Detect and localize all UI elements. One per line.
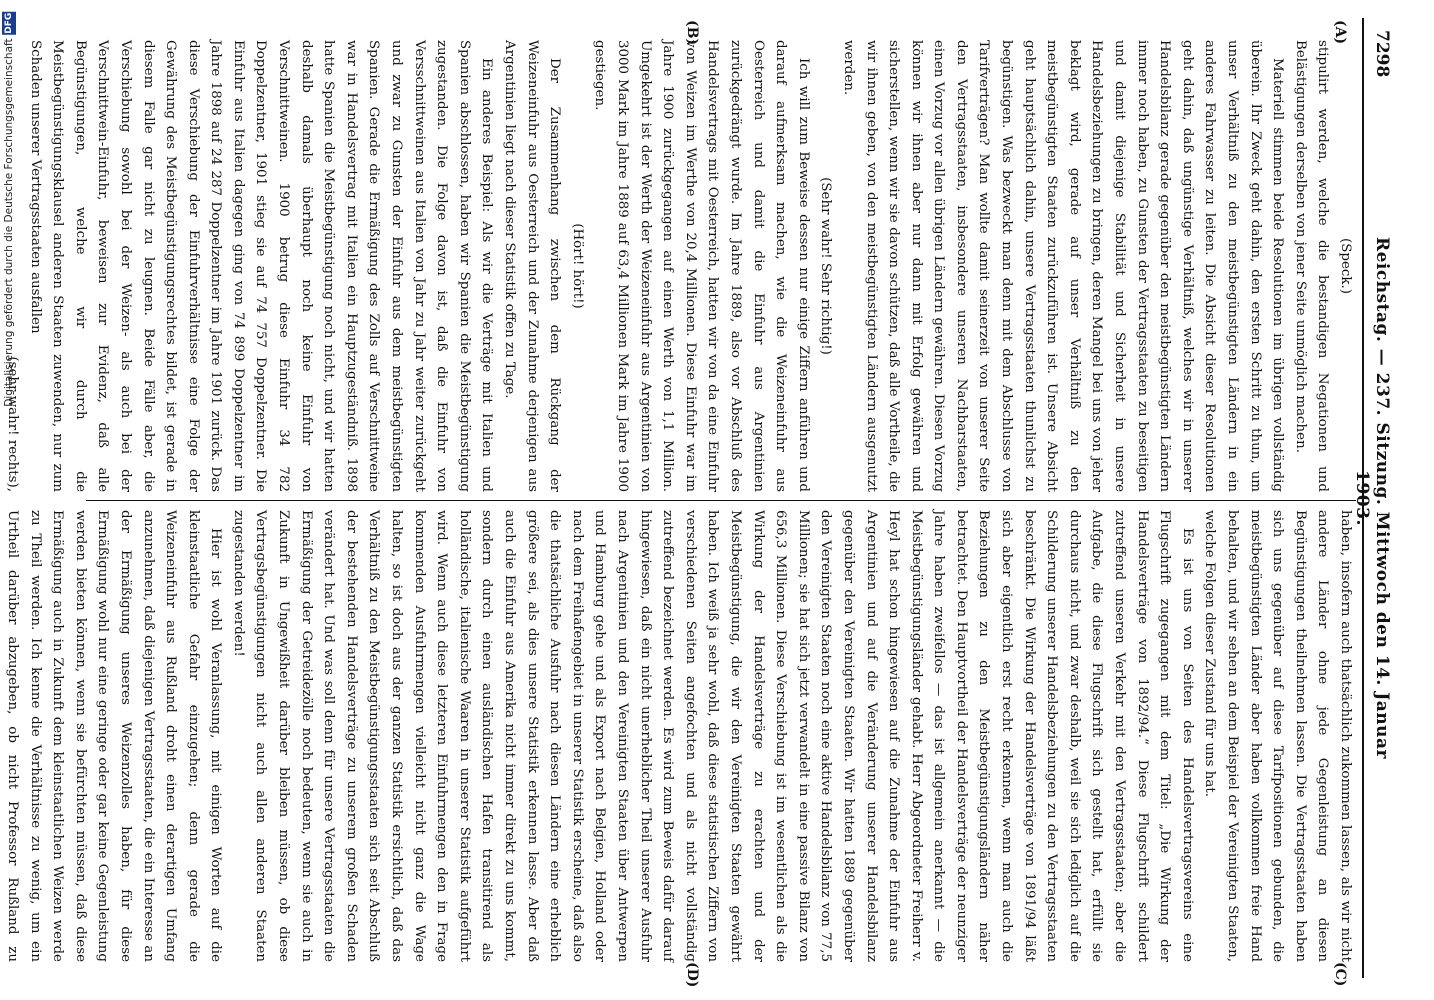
paragraph: Materiell stimmen beide Resolutionen im übrigen vollständig überein. Ihr Zweck geht dahin, den ersten Schritt zu thun, um unser Verhältniß zu den meistbegünstigten Ländern in ein anderes Fahrwasser zu leiten. Die Absicht dieser Resolutionen geht dahin, daß ungünstige Verhältniß, welches wir in unserer Handelsbilanz gerade gegenüber den meistbegünstigten Ländern immer noch haben, zu Gunsten der Vertragsstaaten zu beseitigen und damit diejenige Stabilität und Sicherheit in unsere Handelsbeziehungen zu bringen, deren Mangel bei uns von jeher beklagt wird, gerade auf unser Verhältniß zu den meistbegünstigten Staaten zurückzuführen ist. Unsere Absicht geht hauptsächlich dahin, unsere Vertragsstaaten thunlichst zu begünstigen. Was bezweckt man denn mit dem Abschlusse von Tarifverträgen? Man wollte damit seinerzeit von unserer Seite den Vertragsstaaten, insbesondere unseren Nachbarstaaten, einen Vorzug vor allen übrigen Ländern gewähren. Diesen Vorzug können wir ihnen aber nur dann mit Erfolg gewähren und sicherstellen, wenn wir sie davon schützen, daß alle Vortheile, die wir ihnen geben, von den meistbegünstigten Ländern ausgenutzt werden.	[840, 40, 1286, 492]
dfg-logo: DFG	[4, 13, 14, 35]
paragraph: Der Zusammenhang zwischen dem Rückgang der Weizeneinfuhr aus Oesterreich und der Zunahme derjenigen aus Argentinien liegt nach dieser Statistik offen zu Tage.	[502, 40, 563, 492]
paragraph: stipulirt werden, welche die bestandigen Negationen und Belästigungen derselben von jener Seite unmöglich machen.	[1292, 40, 1331, 492]
margin-marker-d: (D)	[684, 962, 700, 988]
paragraph: Ich will zum Beweise dessen nur einige Ziffern anführen und darauf aufmerksam machen, wie die Weizeneinfuhr aus Oesterreich und damit die Einfuhr aus Argentinien zurückgedrängt wurde. Im Jahre 1889, also vor Abschluß des Handelsvertrags mit Oesterreich, hatten wir von da eine Einfuhr von Weizen im Werthe von 20,4 Millionen. Diese Einfuhr war im Jahre 1900 zurückgegangen auf einen Werth von 1,1 Million. Umgekehrt ist der Werth der Weizeneinfuhr aus Argentinien von 3000 Mark im Jahre 1889 auf 63,4 Millionen Mark im Jahre 1900 gestiegen.	[592, 40, 811, 492]
credit-text: Digitalisierung gefördert durch die Deutsche Forschungsgemeinschaft	[3, 38, 15, 407]
margin-marker-a: (A)	[1332, 20, 1348, 45]
column-divider	[86, 500, 1356, 501]
interjection: (Hört! hört!)	[569, 223, 585, 309]
paragraph: Hier ist wohl Veranlassung, mit einigen Worten auf die kleinstaatliche Gefahr einzugehen; denn gerade die Weizeneinfuhr aus Rußland droht einen derartigen Umfang anzunehmen, daß diejenigen Vertragsstaaten, die ein Interesse an der Ermäßigung unseres Weizenzolles haben, für diese Ermäßigung wohl nur eine geringe oder gar keine Gegenleistung werden bieten können, wenn sie befürchten müssen, daß diese Ermäßigung auch in Zukunft dem kleinstaatlichen Weizen werde zu Theil werden. Ich kenne die Verhältnisse zu wenig, um ein Urtheil darüber abzugeben, ob nicht Professor Rußland zu	[4, 510, 224, 962]
interjection: (sehr wahr! rechts),	[4, 356, 20, 492]
speaker-name: (Speck.)	[1338, 238, 1353, 294]
right-column	[4, 510, 1356, 962]
page-header	[1352, 18, 1400, 978]
margin-marker-b: (B)	[684, 20, 700, 46]
page-number: 7298	[1372, 30, 1392, 78]
paragraph: haben, insofern auch thatsächlich zukommen lassen, als wir nicht andere Länder ohne jede Gegenleistung an diesen Begünstigungen theilnehmen lassen. Die Vertragsstaaten haben sich uns gegenüber auf diese Tarifpositionen gebunden, die meistbegünstigten Länder aber haben vollkommen freie Hand behalten, und wir sehen an dem Beispiel der Vereinigten Staaten, welche Folgen dieser Zustand für uns hat.	[1202, 510, 1353, 962]
paragraph: Es ist uns von Seiten des Handelsvertragsvereins eine Flugschrift zugegangen mit dem Titel: „Die Wirkung der Handelsverträge von 1892/94.“ Diese Flugschrift schildert zutreffend unseren Verkehr mit den Vertragsstaaten; aber die Aufgabe, die diese Flugschrift sich gestellt hat, erfüllt sie durchaus nicht, und zwar deshalb, weil sie sich lediglich auf die Schilderung unserer Handelsbeziehungen zu den Vertragsstaaten beschränkt. Die Wirkung der Handelsverträge von 1891/94 läßt sich aber eigentlich erst recht erkennen, wenn man auch die Beziehungen zu den Meistbegünstigungsländern näher betrachtet. Den Hauptvortheil der Handelsverträge der neunziger Jahre haben zweifellos — das ist allgemein anerkannt — die Meistbegünstigungsländer gehabt. Herr Abgeordneter Freiherr v. Heyl hat schon hingewiesen auf die Zunahme der Einfuhr aus Argentinien und auf die Veränderung unserer Handelsbilanz gegenüber den Vereinigten Staaten. Wir hatten 1889 gegenüber den Vereinigten Staaten noch eine aktive Handelsbilanz von 77,5 Millionen; sie hat sich jetzt verwandelt in eine passive Bilanz von 656,3 Millionen. Diese Verschiebung ist im wesentlichen als die Wirkung der Handelsverträge zu erachten und der Meistbegünstigung, die wir den Vereinigten Staaten gewährt haben. Ich weiß ja sehr wohl, daß diese statistischen Ziffern von verschiedenen Seiten angefochten und als nicht vollständig zutreffend bezeichnet werden. Es wird zum Beweis dafür darauf hingewiesen, daß ein nicht unerheblicher Theil unserer Ausfuhr nach Argentinien und den Vereinigten Staaten über Antwerpen und Hamburg gehe und als Export nach Belgien, Holland oder nach dem Freihafengebiet in unserer Statistik erscheine, daß also die thatsächliche Ausfuhr nach diesen Ländern eine erheblich größere sei, als dies unsere Statistik erkennen lasse. Aber daß auch die Einfuhr aus Amerika nicht immer direkt zu uns kommt, sondern durch einen ausländischen Hafen transitirend als holländische, italienische Waaren in unserer Statistik aufgeführt wird. Wenn auch diese letzteren Einfuhrmengen den in Frage kommenden Ausfuhrmengen vielleicht nicht ganz die Wage halten, so ist doch aus der ganzen Statistik ersichtlich, daß das Verhältniß zu den Meistbegünstigungsstaaten sich seit Abschluß der bestehenden Handelsverträge zu unserem großen Schaden verändert hat. Und was soll denn für unsere Vertragsstaaten die Ermäßigung der Getreidezölle noch bedeuten, wenn sie auch in Zukunft in Ungewißheit darüber bleiben müssen, ob diese Vertragsbegünstigungen nicht auch allen anderen Staaten zugestanden werden!	[230, 510, 1195, 962]
margin-marker-c: (C)	[1332, 962, 1348, 987]
paragraph: Ein anderes Beispiel: Als wir die Verträge mit Italien und Spanien abschlossen, haben wir Spanien die Meistbegünstigung zugestanden. Die Folge davon ist, daß die Einfuhr von Versschnittweinen aus Italien von Jahr zu Jahr weiter zurückgeht und zwar zu Gunsten der Einfuhr aus dem meistbegünstigten Spanien. Gerade die Ermäßigung des Zolls auf Verschnittweine war in Handelsvertrag mit Italien ein Hauptzugeständniß. 1898 hatte Spanien die Meistbegünstigung noch nicht, und wir hatten deshalb damals überhaupt noch keine Einfuhr von Verschnittweinen. 1900 betrug diese Einfuhr 34 782 Doppelzentner, 1901 stieg sie auf 74 757 Doppelzentner. Die Einfuhr aus Italien dagegen ging von 74 899 Doppelzentner im Jahre 1898 auf 24 287 Doppelzentner im Jahre 1901 zurück. Das diese Verschiebung der Einfuhrverhältnisse eine Folge der Gewährung des Meistbegünstigungsrechtes bildet, ist gerade in diesem Falle gar nicht zu leugnen. Beide Fälle aber, die Verschiebung sowohl bei der Weizen- als auch bei der Verschnittwein-Einfuhr, beweisen zur Evidenz, daß alle Begünstigungen, welche wir durch die Meistbegünstigungsklausel anderen Staaten zuwenden, nur zum Schaden unserer Vertragsstaaten ausfallen	[27, 40, 495, 492]
page-title: Reichstag. — 237. Sitzung. Mittwoch den 14. Januar 1903.	[1352, 236, 1392, 759]
digitization-credit	[2, 12, 16, 407]
interjection: (Sehr wahr! Sehr richtig!)	[818, 177, 834, 355]
